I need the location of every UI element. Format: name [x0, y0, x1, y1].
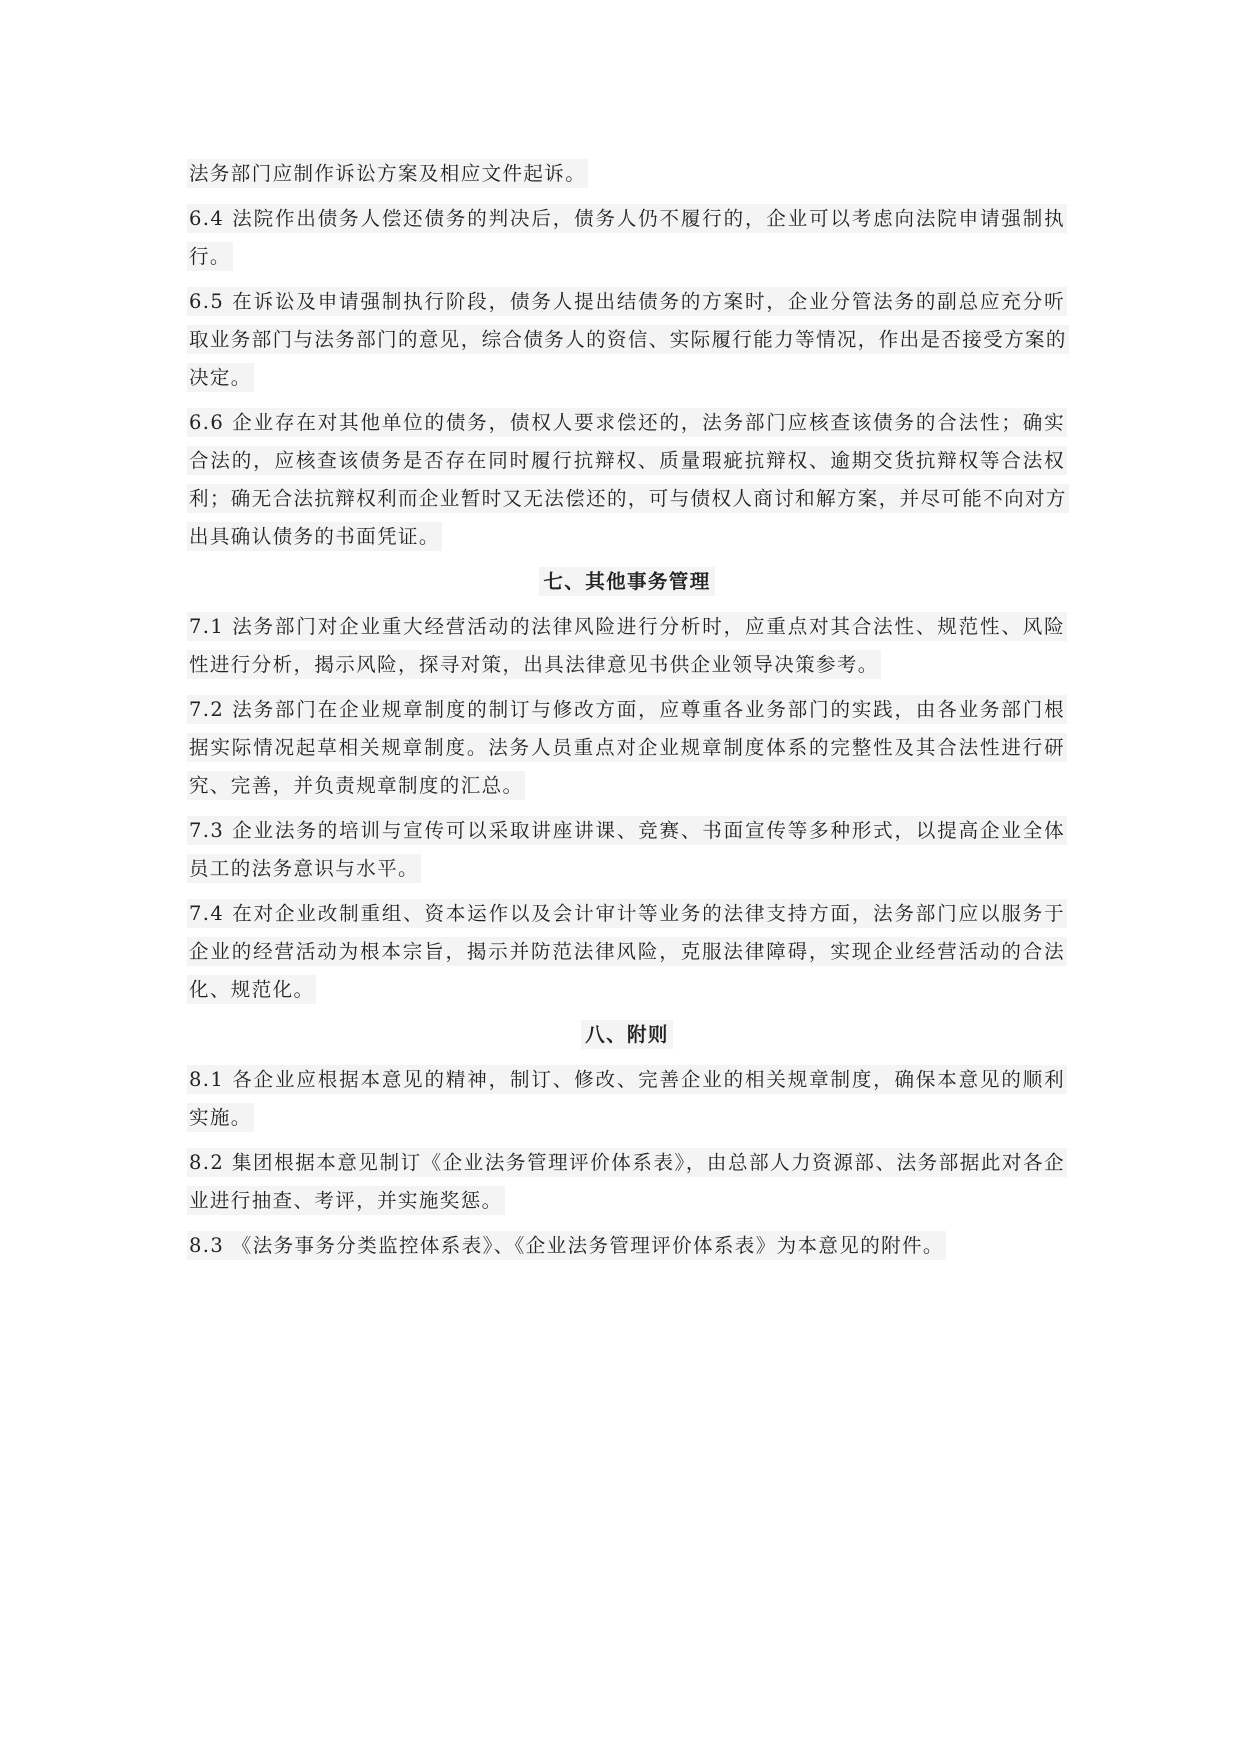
heading-text: 七、其他事务管理 — [539, 567, 714, 596]
document-page — [187, 155, 1067, 1272]
paragraph-6-4 — [187, 200, 1067, 276]
paragraph-6-3-continuation — [187, 155, 1067, 193]
paragraph-text: 7.4 在对企业改制重组、资本运作以及会计审计等业务的法律支持方面，法务部门应以服务于企业的经营活动为根本宗旨，揭示并防范法律风险，克服法律障碍，实现企业经营活动的合法化、规范化。 — [187, 899, 1067, 1004]
paragraph-text: 法务部门应制作诉讼方案及相应文件起诉。 — [187, 159, 588, 188]
paragraph-7-3 — [187, 812, 1067, 888]
paragraph-text: 8.2 集团根据本意见制订《企业法务管理评价体系表》，由总部人力资源部、法务部据此对各企业进行抽查、考评，并实施奖惩。 — [187, 1148, 1067, 1215]
paragraph-6-6 — [187, 404, 1067, 556]
paragraph-8-3 — [187, 1227, 1067, 1265]
section-heading-7 — [187, 563, 1067, 601]
paragraph-text: 8.3 《法务事务分类监控体系表》、《企业法务管理评价体系表》为本意见的附件。 — [187, 1231, 946, 1260]
section-heading-8 — [187, 1016, 1067, 1054]
paragraph-text: 6.6 企业存在对其他单位的债务，债权人要求偿还的，法务部门应核查该债务的合法性；确实合法的，应核查该债务是否存在同时履行抗辩权、质量瑕疵抗辩权、逾期交货抗辩权等合法权利；确无合法抗辩权利而企业暂时又无法偿还的，可与债权人商讨和解方案，并尽可能不向对方出具确认债务的书面凭证。 — [187, 408, 1069, 551]
paragraph-text: 7.2 法务部门在企业规章制度的制订与修改方面，应尊重各业务部门的实践，由各业务部门根据实际情况起草相关规章制度。法务人员重点对企业规章制度体系的完整性及其合法性进行研究、完善，并负责规章制度的汇总。 — [187, 695, 1067, 800]
paragraph-7-1 — [187, 608, 1067, 684]
paragraph-text: 7.3 企业法务的培训与宣传可以采取讲座讲课、竞赛、书面宣传等多种形式，以提高企业全体员工的法务意识与水平。 — [187, 816, 1067, 883]
paragraph-6-5 — [187, 283, 1067, 397]
paragraph-text: 8.1 各企业应根据本意见的精神，制订、修改、完善企业的相关规章制度，确保本意见的顺利实施。 — [187, 1065, 1067, 1132]
paragraph-text: 6.4 法院作出债务人偿还债务的判决后，债务人仍不履行的，企业可以考虑向法院申请强制执行。 — [187, 204, 1067, 271]
paragraph-7-4 — [187, 895, 1067, 1009]
heading-text: 八、附则 — [581, 1020, 673, 1049]
paragraph-8-2 — [187, 1144, 1067, 1220]
paragraph-text: 7.1 法务部门对企业重大经营活动的法律风险进行分析时，应重点对其合法性、规范性、风险性进行分析，揭示风险，探寻对策，出具法律意见书供企业领导决策参考。 — [187, 612, 1067, 679]
paragraph-text: 6.5 在诉讼及申请强制执行阶段，债务人提出结债务的方案时，企业分管法务的副总应充分听取业务部门与法务部门的意见，综合债务人的资信、实际履行能力等情况，作出是否接受方案的决定。 — [187, 287, 1069, 392]
paragraph-7-2 — [187, 691, 1067, 805]
paragraph-8-1 — [187, 1061, 1067, 1137]
